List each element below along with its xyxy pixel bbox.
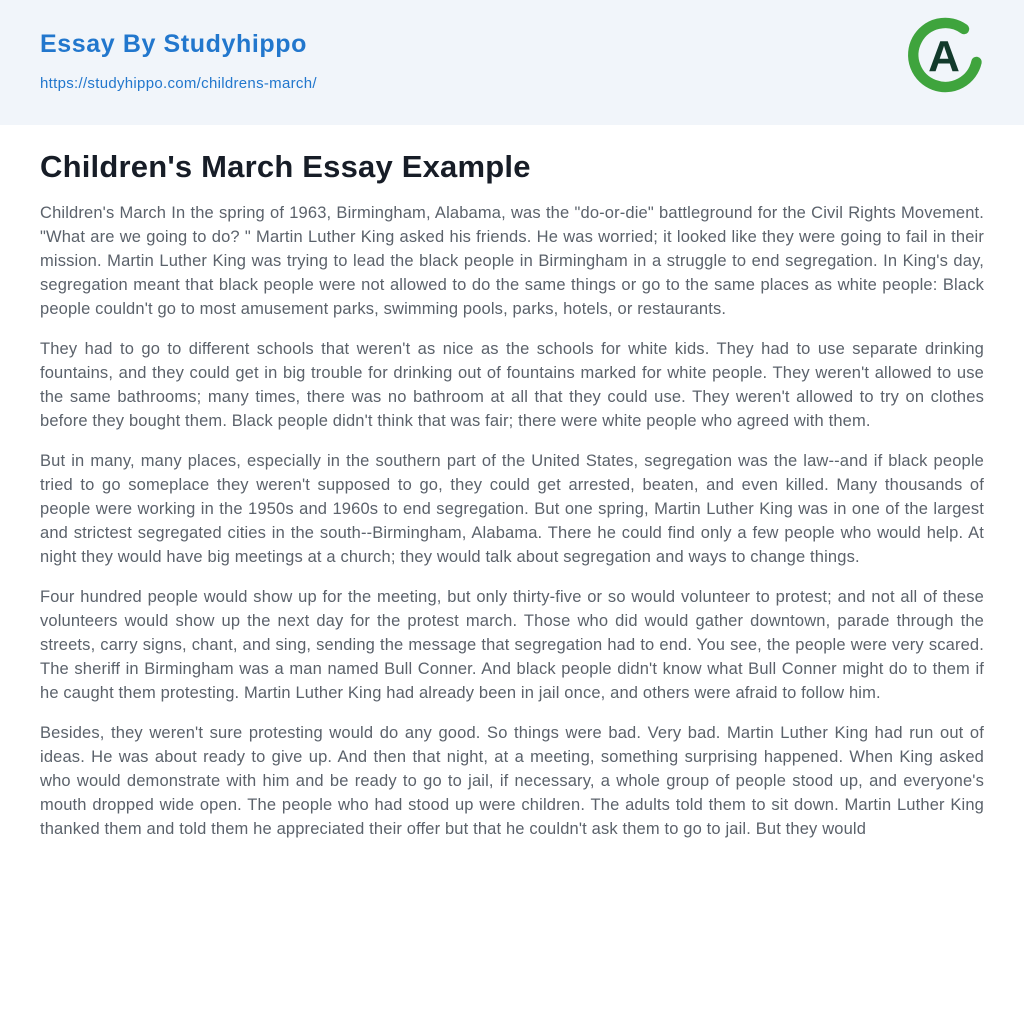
essay-title: Children's March Essay Example [40,149,531,184]
essay-content [0,125,1024,841]
essay-paragraph: Four hundred people would show up for the meeting, but only thirty-five or so would volunteer to protest; and not all of these volunteers would show up the next day for the protest march. Those who did would gather downtown, parade through the streets, carry signs, chant, and sing, sending the message that segregation had to end. You see, the people were very scared. The sheriff in Birmingham was a man named Bull Conner. And black people didn't know what Bull Conner might do to them if he caught them protesting. Martin Luther King had already been in jail once, and others were afraid to follow him. [40,588,984,702]
site-title-link[interactable]: Essay By Studyhippo [40,30,308,58]
essay-body [40,201,984,841]
essay-paragraph: But in many, many places, especially in the southern part of the United States, segregation was the law--and if black people tried to go someplace they weren't supposed to go, they could get arrested, beaten, and even killed. Many thousands of people were working in the 1950s and 1960s to end segregation. But one spring, Martin Luther King was in one of the largest and strictest segregated cities in the south--Birmingham, Alabama. There he could find only a few people who would help. At night they would have big meetings at a church; they would talk about segregation and ways to change things. [40,452,984,566]
page-header [0,0,1024,125]
studyhippo-logo-icon [904,16,986,98]
source-url-link[interactable]: https://studyhippo.com/childrens-march/ [40,75,317,92]
essay-paragraph: Children's March In the spring of 1963, Birmingham, Alabama, was the "do-or-die" battleground for the Civil Rights Movement. "What are we going to do? " Martin Luther King asked his friends. He was worried; it looked like they were going to fail in their mission. Martin Luther King was trying to lead the black people in Birmingham in a struggle to end segregation. In King's day, segregation meant that black people were not allowed to do the same things or go to the same places as white people: Black people couldn't go to most amusement parks, swimming pools, parks, hotels, or restaurants. [40,204,984,318]
logo-letter: A [928,32,960,81]
essay-paragraph: They had to go to different schools that weren't as nice as the schools for white kids. They had to use separate drinking fountains, and they could get in big trouble for drinking out of fountains marked for white people. They weren't allowed to use the same bathrooms; many times, there was no bathroom at all that they could use. They weren't allowed to try on clothes before they bought them. Black people didn't think that was fair; there were white people who agreed with them. [40,340,984,430]
essay-paragraph: Besides, they weren't sure protesting would do any good. So things were bad. Very bad. Martin Luther King had run out of ideas. He was about ready to give up. And then that night, at a meeting, something surprising happened. When King asked who would demonstrate with him and be ready to go to jail, if necessary, a whole group of people stood up, and everyone's mouth dropped wide open. The people who had stood up were children. The adults told them to sit down. Martin Luther King thanked them and told them he appreciated their offer but that he couldn't ask them to go to jail. But they would [40,724,984,838]
